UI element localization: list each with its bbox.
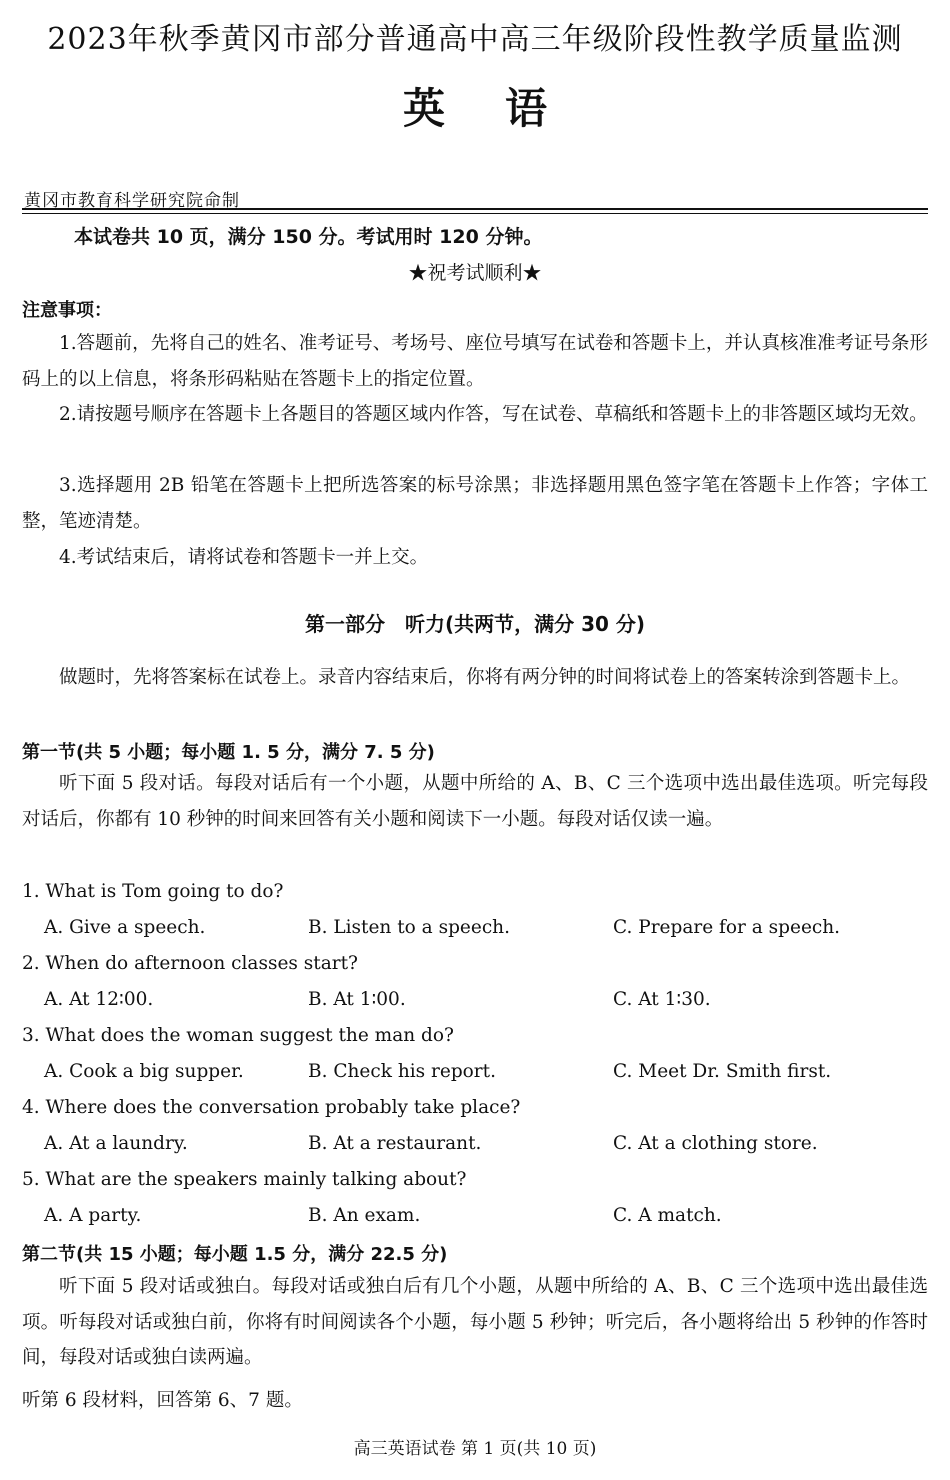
question-3: 3. What does the woman suggest the man do? [22, 1025, 454, 1046]
question-4-option-a: A. At a laundry. [44, 1133, 188, 1154]
part1-intro: 做题时，先将答案标在试卷上。录音内容结束后，你将有两分钟的时间将试卷上的答案转涂到答题卡上。 [59, 667, 911, 688]
question-1-option-a: A. Give a speech. [44, 917, 206, 938]
publisher-line: 黄冈市教育科学研究院命制 [24, 191, 240, 211]
page-footer: 高三英语试卷 第 1 页(共 10 页) [353, 1439, 597, 1459]
section2-title: 第二节(共 15 小题；每小题 1.5 分，满分 22.5 分) [22, 1244, 448, 1265]
notice-item-3: 3.选择题用 2B 铅笔在答题卡上把所选答案的标号涂黑；非选择题用黑色签字笔在答题卡上作答；字体工整，笔迹清楚。 [22, 475, 929, 532]
question-4: 4. Where does the conversation probably take place? [22, 1097, 521, 1118]
good-luck-line: ★祝考试顺利★ [408, 262, 542, 284]
exam-info: 本试卷共 10 页，满分 150 分。考试用时 120 分钟。 [74, 226, 543, 248]
section1-title: 第一节(共 5 小题；每小题 1. 5 分，满分 7. 5 分) [22, 742, 435, 763]
exam-title: 2023年秋季黄冈市部分普通高中高三年级阶段性教学质量监测 [47, 22, 903, 57]
section2-instructions: 听下面 5 段对话或独白。每段对话或独白后有几个小题，从题中所给的 A、B、C 三个选项中选出最佳选项。听每段对话或独白前，你将有时间阅读各个小题，每小题 5 秒钟；听完后，各小题将给出 5 秒钟的作答时间，每段对话或独白读两遍。 [22, 1276, 928, 1368]
question-3-option-c: C. Meet Dr. Smith first. [613, 1061, 832, 1082]
question-2-option-b: B. At 1∶00. [308, 989, 406, 1010]
subject-title: 英语 [402, 84, 607, 133]
question-2-option-a: A. At 12∶00. [44, 989, 154, 1010]
question-3-option-b: B. Check his report. [308, 1061, 496, 1082]
question-1-option-c: C. Prepare for a speech. [613, 917, 841, 938]
question-4-option-b: B. At a restaurant. [308, 1133, 482, 1154]
question-2-option-c: C. At 1∶30. [613, 989, 711, 1010]
header-rule-thick [22, 208, 928, 210]
question-1: 1. What is Tom going to do? [22, 881, 284, 902]
question-5: 5. What are the speakers mainly talking about? [22, 1169, 467, 1190]
notice-item-1: 1.答题前，先将自己的姓名、准考证号、考场号、座位号填写在试卷和答题卡上，并认真核准准考证号条形码上的以上信息，将条形码粘贴在答题卡上的指定位置。 [22, 333, 928, 390]
material-6-line: 听第 6 段材料，回答第 6、7 题。 [22, 1390, 303, 1411]
question-2: 2. When do afternoon classes start? [22, 953, 358, 974]
question-3-option-a: A. Cook a big supper. [44, 1061, 244, 1082]
header-rule-thin [22, 213, 928, 214]
question-5-option-c: C. A match. [613, 1205, 722, 1226]
question-5-option-b: B. An exam. [308, 1205, 421, 1226]
notice-item-2: 2.请按题号顺序在答题卡上各题目的答题区域内作答，写在试卷、草稿纸和答题卡上的非答题区域均无效。 [59, 404, 928, 425]
notice-item-4: 4.考试结束后，请将试卷和答题卡一并上交。 [59, 547, 429, 568]
question-4-option-c: C. At a clothing store. [613, 1133, 818, 1154]
notice-title: 注意事项： [22, 300, 112, 321]
part1-title: 第一部分 听力(共两节，满分 30 分) [304, 612, 646, 636]
question-5-option-a: A. A party. [44, 1205, 142, 1226]
question-1-option-b: B. Listen to a speech. [308, 917, 510, 938]
section1-instructions: 听下面 5 段对话。每段对话后有一个小题，从题中所给的 A、B、C 三个选项中选出最佳选项。听完每段对话后，你都有 10 秒钟的时间来回答有关小题和阅读下一小题。每段对话仅读一遍。 [22, 773, 928, 830]
